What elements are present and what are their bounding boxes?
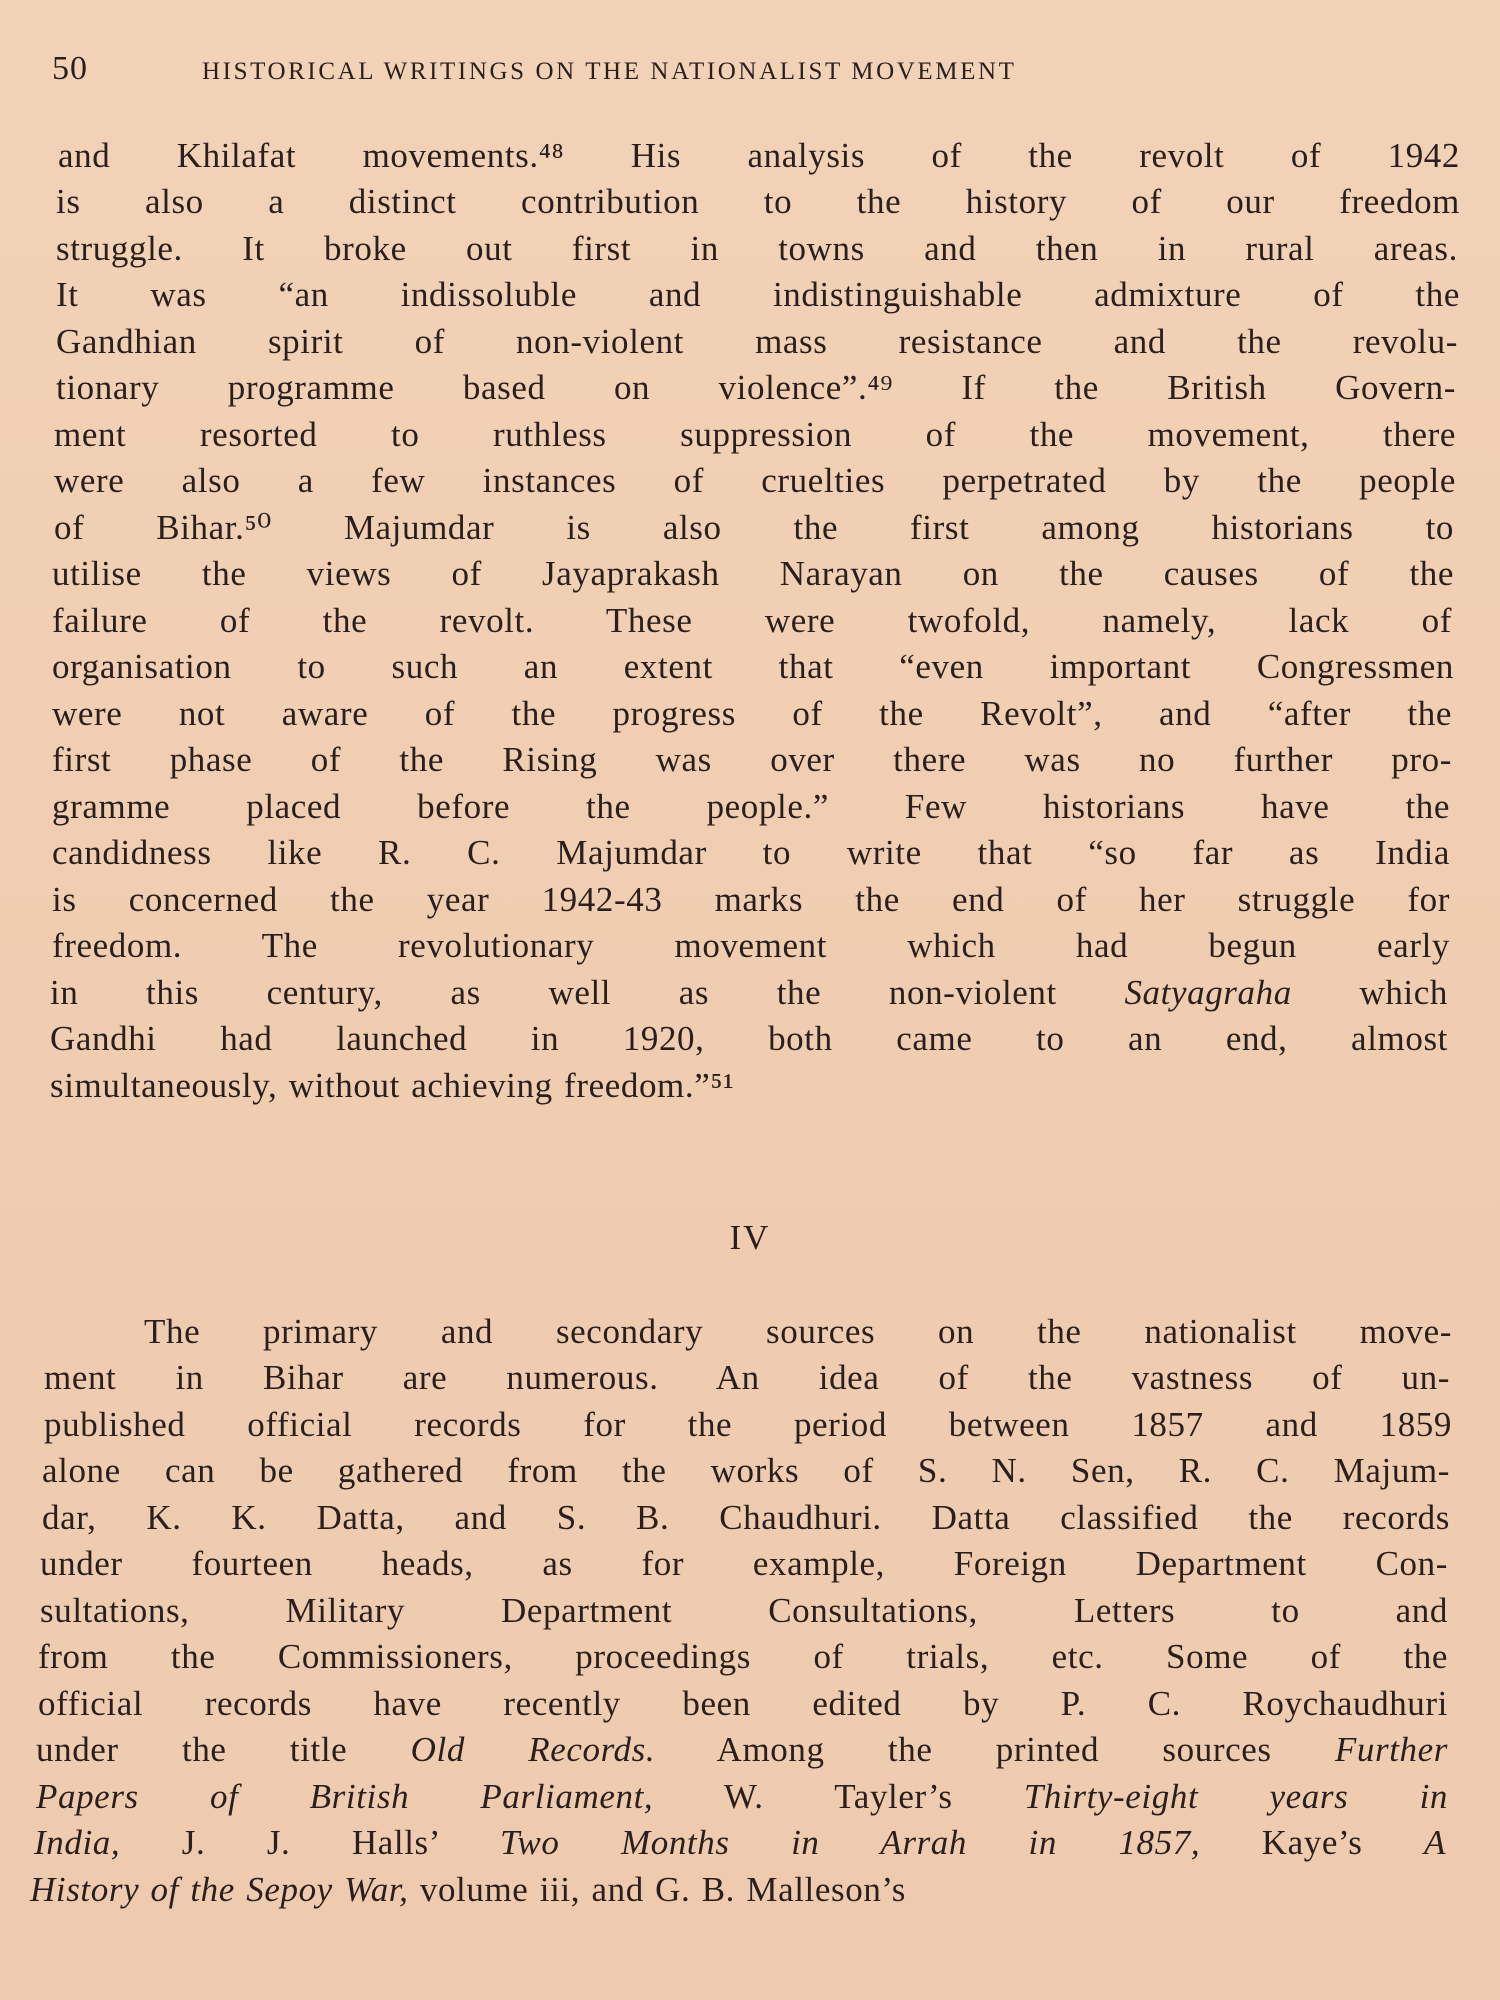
text-line: gramme placed before the people.” Few historians have the (52, 787, 1450, 826)
text-line: dar, K. K. Datta, and S. B. Chaudhuri. Datta classified the records (42, 1498, 1450, 1537)
text-line (30, 1868, 1442, 1912)
text-line: simultaneously, without achieving freedom.”⁵¹ (50, 1066, 735, 1105)
italic-term: Satyagraha (1124, 973, 1292, 1012)
text-line: is concerned the year 1942-43 marks the end of her struggle for (52, 880, 1450, 919)
text-line: tionary programme based on violence”.⁴⁹ If the British Govern- (56, 368, 1456, 407)
italic-title: Old Records. (410, 1730, 656, 1769)
text-line: candidness like R. C. Majumdar to write that “so far as India (52, 833, 1450, 872)
italic-title: Papers of British Parliament, (36, 1777, 654, 1816)
text-line (50, 971, 1448, 1015)
text-line: sultations, Military Department Consultations, Letters to and (40, 1591, 1448, 1630)
italic-title: Two Months in Arrah in 1857, (499, 1823, 1201, 1862)
text-line: ment resorted to ruthless suppression of the movement, there (54, 415, 1456, 454)
text-line: under fourteen heads, as for example, Foreign Department Con- (40, 1544, 1448, 1583)
text-line: ment in Bihar are numerous. An idea of the vastness of un- (44, 1358, 1450, 1397)
italic-title: Thirty-eight years in (1023, 1777, 1449, 1816)
text-line: failure of the revolt. These were twofold, namely, lack of (52, 601, 1452, 640)
text-line: were not aware of the progress of the Revolt”, and “after the (52, 694, 1452, 733)
text-line: and Khilafat movements.⁴⁸ His analysis of the revolt of 1942 (58, 136, 1460, 175)
text-line: from the Commissioners, proceedings of trials, etc. Some of the (38, 1637, 1448, 1676)
italic-title: History of the Sepoy War, (30, 1870, 409, 1909)
page-number: 50 (52, 50, 88, 87)
text-line (34, 1821, 1446, 1865)
text-line: freedom. The revolutionary movement which had begun early (52, 926, 1450, 965)
text-line: were also a few instances of cruelties perpetrated by the people (54, 461, 1456, 500)
text-run: W. Tayler’s (653, 1777, 1024, 1816)
running-head (52, 50, 1452, 100)
text-line: struggle. It broke out first in towns and then in rural areas. (56, 229, 1458, 268)
italic-title: India, (34, 1823, 121, 1862)
text-line: organisation to such an extent that “even important Congressmen (52, 647, 1454, 686)
text-line: It was “an indissoluble and indistinguishable admixture of the (56, 275, 1460, 314)
text-line: Gandhian spirit of non-violent mass resistance and the revolu- (56, 322, 1458, 361)
italic-title: A (1424, 1823, 1446, 1862)
text-line: The primary and secondary sources on the nationalist move- (144, 1312, 1452, 1351)
text-line: utilise the views of Jayaprakash Narayan on the causes of the (52, 554, 1454, 593)
text-line: alone can be gathered from the works of S. N. Sen, R. C. Majum- (42, 1451, 1450, 1490)
text-line: is also a distinct contribution to the history of our freedom (56, 182, 1460, 221)
text-line: of Bihar.⁵⁰ Majumdar is also the first among historians to (54, 508, 1454, 547)
text-line: Gandhi had launched in 1920, both came to an end, almost (50, 1019, 1448, 1058)
running-title: HISTORICAL WRITINGS ON THE NATIONALIST MOVEMENT (202, 58, 1017, 85)
text-run: under the title (36, 1730, 411, 1769)
text-run: Among the printed sources (655, 1730, 1335, 1769)
text-line: first phase of the Rising was over there was no further pro- (52, 740, 1452, 779)
text-run: which (1291, 973, 1448, 1012)
text-run: in this century, as well as the non-violent (50, 973, 1125, 1012)
text-line (36, 1728, 1448, 1772)
italic-title: Further (1334, 1730, 1449, 1769)
text-run: J. J. Halls’ (120, 1823, 500, 1862)
text-run: Kaye’s (1200, 1823, 1425, 1862)
text-line: official records have recently been edited by P. C. Roychaudhuri (38, 1684, 1448, 1723)
text-line (36, 1775, 1448, 1819)
text-run: volume iii, and G. B. Malleson’s (408, 1870, 906, 1909)
section-heading: IV (729, 1218, 771, 1257)
text-line: published official records for the period between 1857 and 1859 (44, 1405, 1452, 1444)
